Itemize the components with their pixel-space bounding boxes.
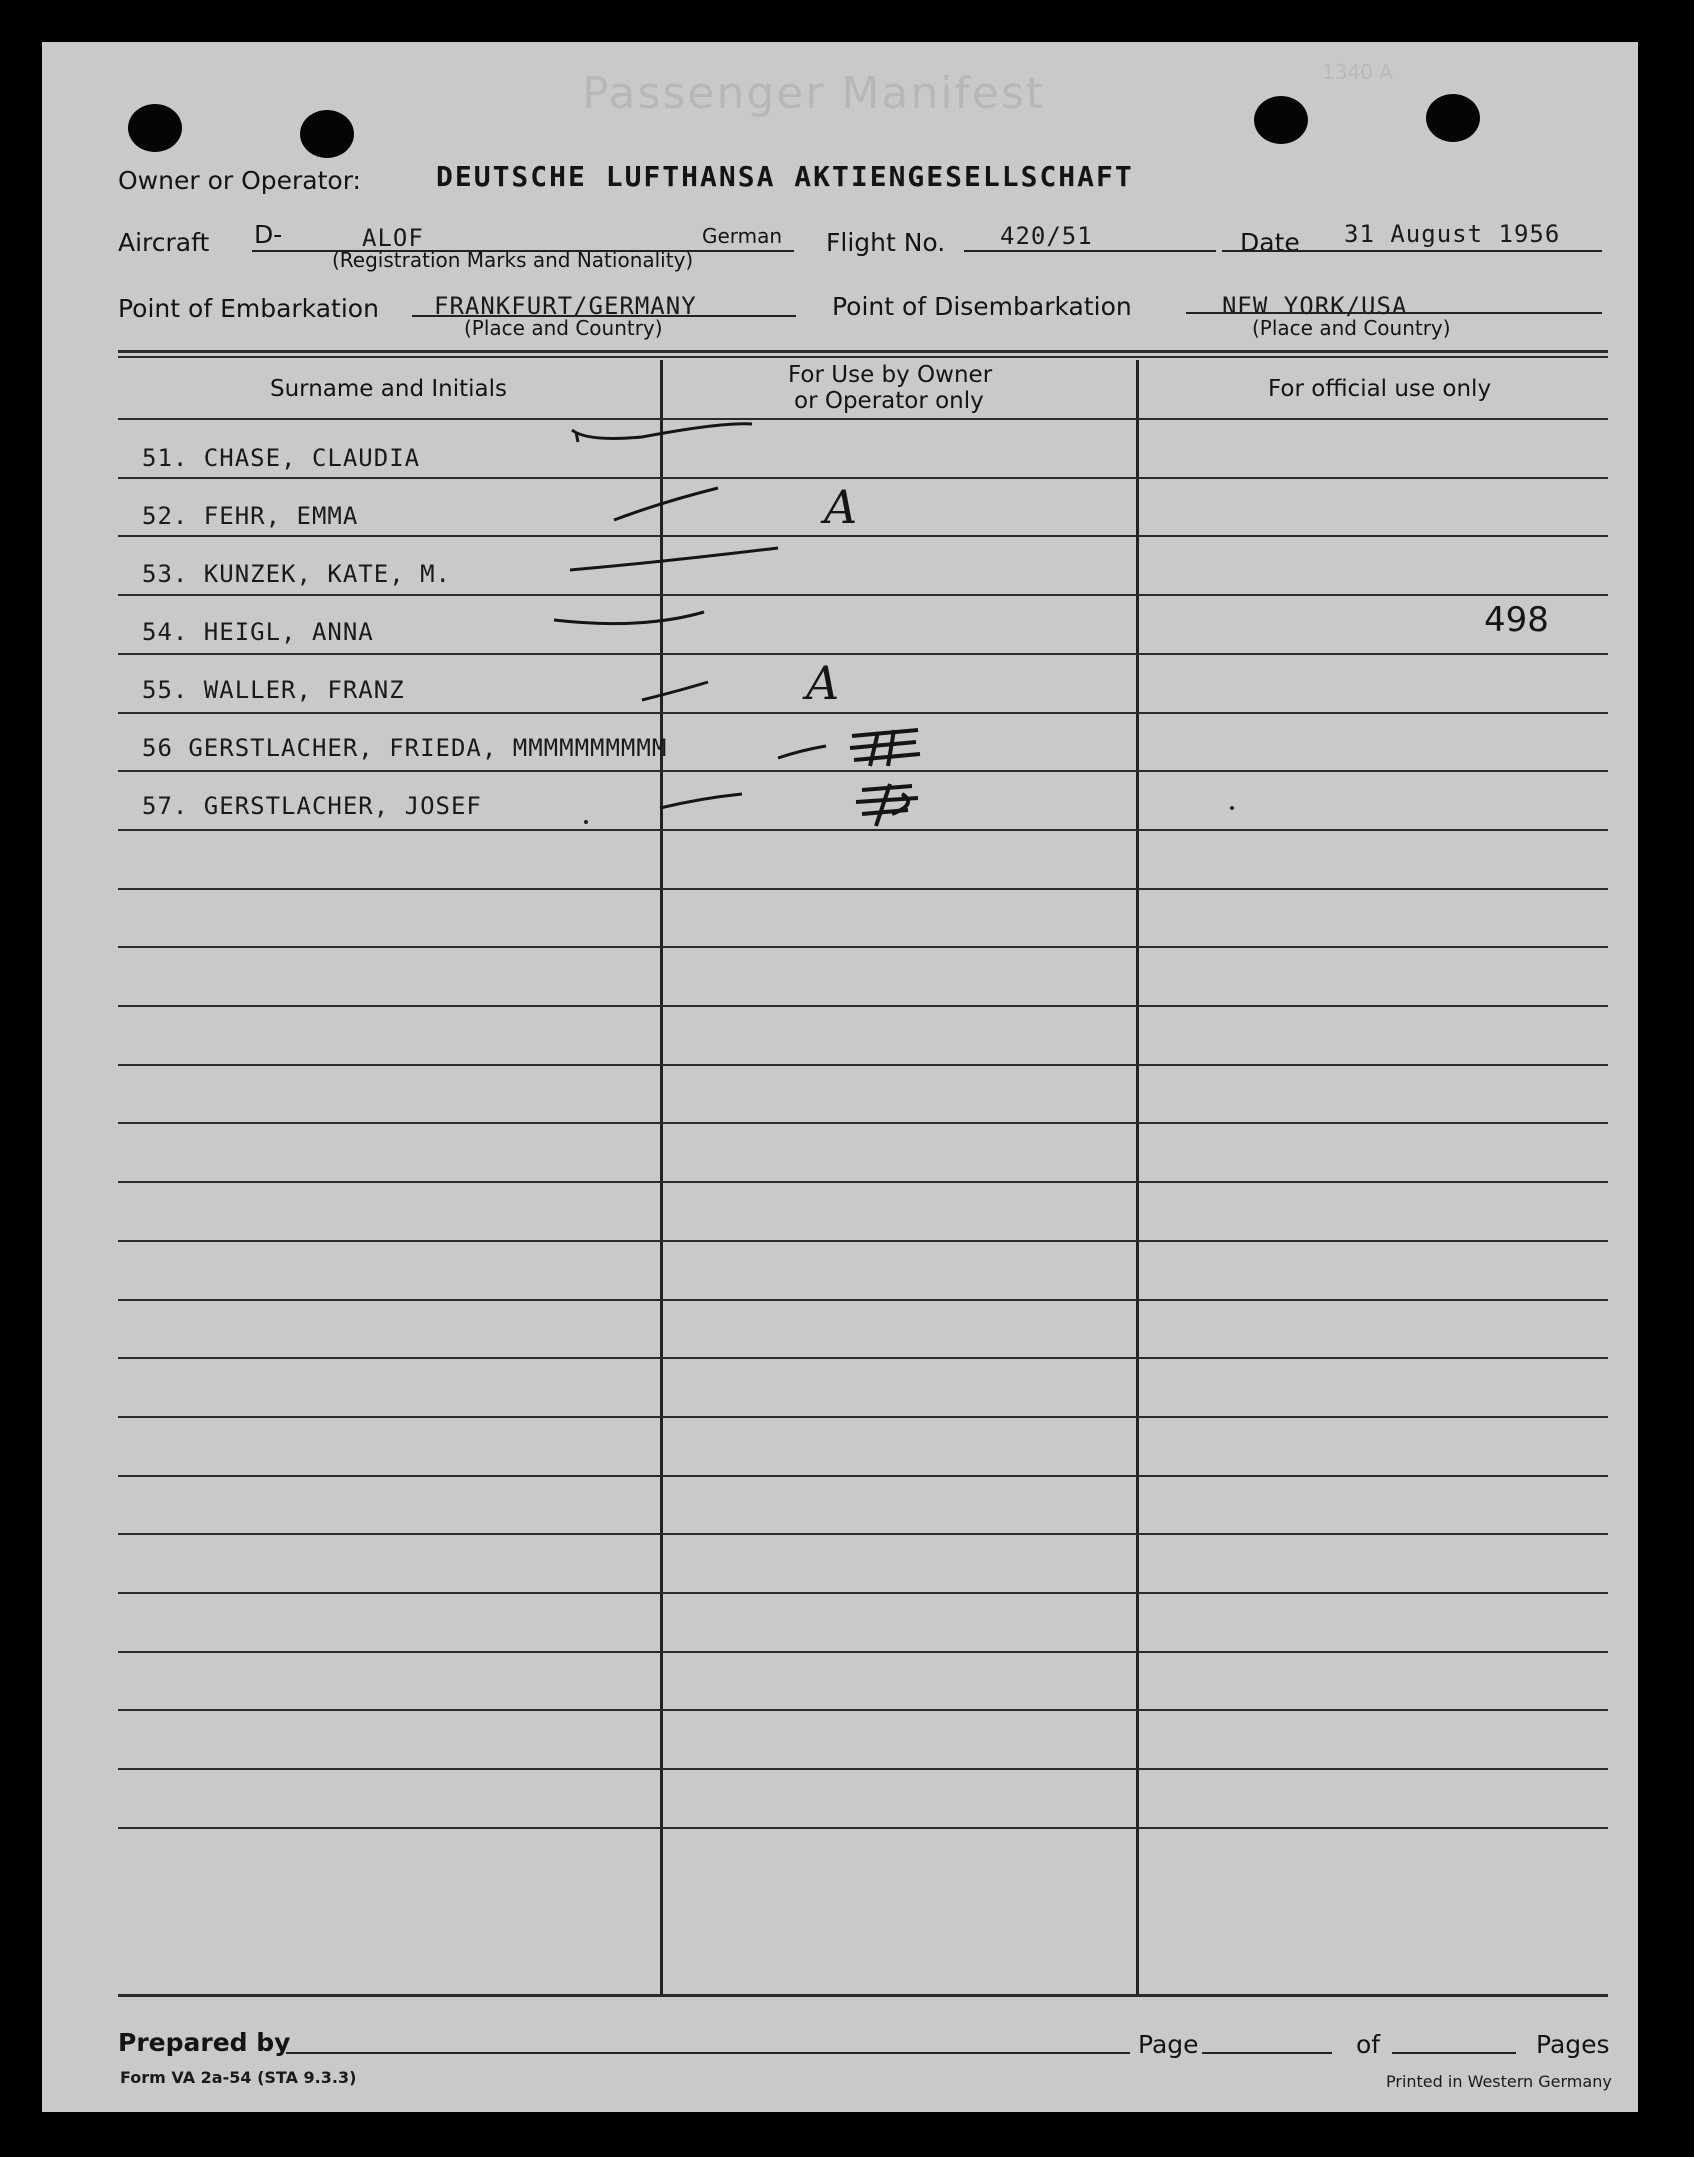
ink-dot	[1230, 806, 1234, 810]
passenger-row: 55. WALLER, FRANZ	[142, 676, 405, 704]
form-code: Form VA 2a-54 (STA 9.3.3)	[120, 2068, 357, 2087]
scribbled-mark	[856, 784, 918, 826]
aircraft-prefix: D-	[254, 220, 283, 249]
aircraft-label: Aircraft	[118, 228, 210, 257]
embarkation-label: Point of Embarkation	[118, 294, 379, 323]
page-number-line	[1202, 2052, 1332, 2054]
official-note-number: 498	[1484, 600, 1549, 640]
passenger-row: 51. CHASE, CLAUDIA	[142, 444, 421, 472]
embarkation-value: FRANKFURT/GERMANY	[434, 292, 697, 320]
pen-stroke	[572, 424, 752, 439]
pen-stroke	[642, 682, 708, 700]
handwritten-mark: A	[806, 656, 840, 710]
col-header-owner-line2: or Operator only	[794, 388, 984, 414]
pages-label: Pages	[1536, 2030, 1610, 2059]
pen-stroke	[614, 488, 718, 520]
passenger-row: 57. GERSTLACHER, JOSEF	[142, 792, 482, 820]
pen-strokes	[42, 42, 1638, 2112]
page-total-line	[1392, 2052, 1516, 2054]
scribbled-mark	[850, 730, 920, 766]
owner-label: Owner or Operator:	[118, 166, 361, 195]
disembarkation-label: Point of Disembarkation	[832, 292, 1132, 321]
handwritten-mark: A	[824, 480, 858, 534]
col-header-surname: Surname and Initials	[270, 376, 507, 402]
date-label: Date	[1240, 228, 1300, 257]
passenger-row: 56 GERSTLACHER, FRIEDA, MMMMMMMMMM	[142, 734, 668, 762]
date-value: 31 August 1956	[1344, 220, 1561, 248]
col-header-owner-line1: For Use by Owner	[788, 362, 993, 388]
flight-label: Flight No.	[826, 228, 946, 257]
prepared-by-line	[286, 2052, 1130, 2054]
printed-in: Printed in Western Germany	[1386, 2072, 1612, 2091]
passenger-row: 52. FEHR, EMMA	[142, 502, 359, 530]
pen-stroke	[570, 548, 778, 570]
col-header-official: For official use only	[1268, 376, 1492, 402]
flight-value: 420/51	[1000, 222, 1093, 250]
manifest-sheet	[42, 42, 1638, 2112]
pen-stroke	[576, 432, 578, 442]
aircraft-nationality: German	[702, 224, 783, 248]
pen-stroke	[660, 794, 742, 808]
pen-stroke	[554, 612, 704, 624]
page-label: Page	[1138, 2030, 1199, 2059]
disembarkation-caption: (Place and Country)	[1252, 316, 1451, 340]
aircraft-caption: (Registration Marks and Nationality)	[332, 248, 694, 272]
faint-corner-mark: 1340 A	[1322, 60, 1393, 84]
table-bottom-rule	[118, 1994, 1608, 1997]
embarkation-caption: (Place and Country)	[464, 316, 663, 340]
disembarkation-value: NEW YORK/USA	[1222, 292, 1408, 320]
ink-dot	[584, 820, 588, 824]
aircraft-value: ALOF	[362, 224, 424, 252]
passenger-row: 54. HEIGL, ANNA	[142, 618, 374, 646]
passenger-row: 53. KUNZEK, KATE, M.	[142, 560, 451, 588]
prepared-by-label: Prepared by	[118, 2028, 291, 2057]
owner-value: DEUTSCHE LUFTHANSA AKTIENGESELLSCHAFT	[436, 160, 1134, 193]
of-label: of	[1356, 2030, 1381, 2059]
faint-form-title: Passenger Manifest	[582, 68, 1046, 119]
pen-stroke	[778, 746, 826, 758]
